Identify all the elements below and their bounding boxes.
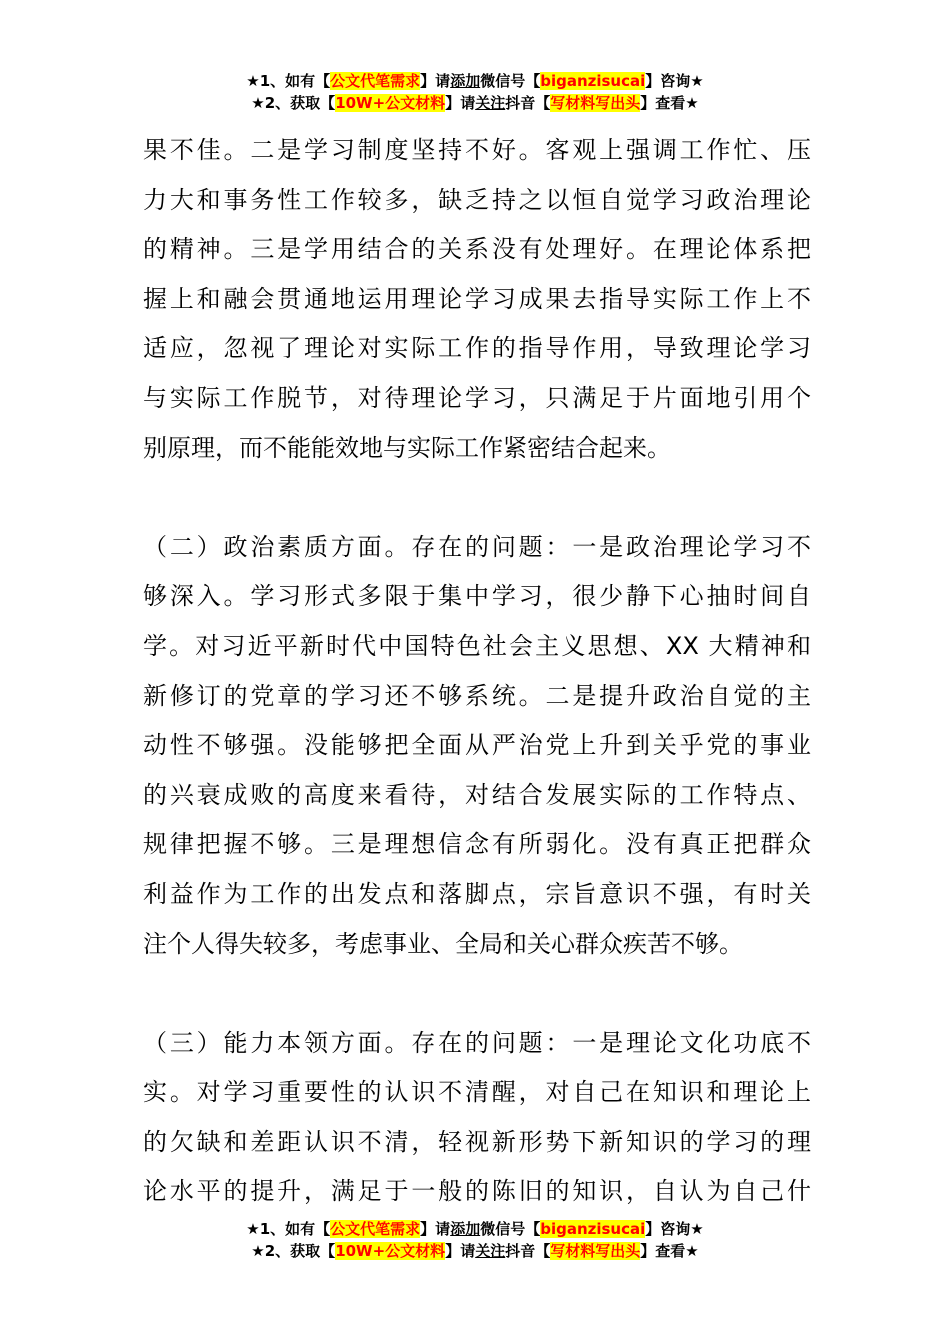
text-line: 的兴衰成败的高度来看待，对结合发展实际的工作特点、 <box>143 780 811 809</box>
banner-line-2 <box>0 1240 950 1262</box>
banner-text: ★2、获取【 <box>251 1242 336 1260</box>
highlight-text: 写材料写出头 <box>550 94 641 112</box>
text-line: 学。对习近平新时代中国特色社会主义思想、XX 大精神和 <box>143 631 811 660</box>
banner-line-2 <box>0 92 950 114</box>
paragraph-2 <box>143 523 811 969</box>
underlined-text: 添加 <box>450 72 481 90</box>
text-line: 果不佳。二是学习制度坚持不好。客观上强调工作忙、压 <box>143 136 811 164</box>
paragraph-3 <box>143 1019 811 1217</box>
document-body <box>143 126 811 1217</box>
banner-line-1 <box>0 1218 950 1240</box>
underlined-text: 添加 <box>450 1220 481 1238</box>
banner-text: 】咨询★ <box>645 72 704 90</box>
banner-text: 】请 <box>420 72 451 90</box>
paragraph-1 <box>143 126 811 473</box>
banner-text: 抖音【 <box>505 1242 551 1260</box>
text-line: 动性不够强。没能够把全面从严治党上升到关乎党的事业 <box>143 731 811 760</box>
highlight-text: 10W+公文材料 <box>335 1242 446 1260</box>
text-line: 力大和事务性工作较多，缺乏持之以恒自觉学习政治理论 <box>143 185 811 214</box>
banner-line-1 <box>0 70 950 92</box>
text-line: 的欠缺和差距认识不清，轻视新形势下新知识的学习的理 <box>143 1127 811 1156</box>
text-line: （三）能力本领方面。存在的问题：一是理论文化功底不 <box>143 1028 811 1057</box>
text-line: 实。对学习重要性的认识不清醒，对自己在知识和理论上 <box>143 1078 811 1107</box>
text-line: 握上和融会贯通地运用理论学习成果去指导实际工作上不 <box>143 284 811 313</box>
text-line: 够深入。学习形式多限于集中学习，很少静下心抽时间自 <box>143 582 811 611</box>
banner-text: 微信号【 <box>480 72 541 90</box>
banner-text: 】请 <box>445 1242 476 1260</box>
text-line: （二）政治素质方面。存在的问题：一是政治理论学习不 <box>143 532 811 561</box>
banner-text: 】咨询★ <box>645 1220 704 1238</box>
banner-text: 】查看★ <box>640 1242 699 1260</box>
underlined-text: 关注 <box>475 1242 506 1260</box>
text-line: 别原理，而不能能效地与实际工作紧密结合起来。 <box>143 433 671 462</box>
banner-text: 】请 <box>420 1220 451 1238</box>
banner-text: ★1、如有【 <box>246 72 331 90</box>
header-banner <box>0 70 950 114</box>
text-line: 规律把握不够。三是理想信念有所弱化。没有真正把群众 <box>143 830 811 859</box>
banner-text: ★2、获取【 <box>251 94 336 112</box>
footer-banner <box>0 1218 950 1262</box>
text-line: 适应，忽视了理论对实际工作的指导作用，导致理论学习 <box>143 334 811 363</box>
text-line: 新修订的党章的学习还不够系统。二是提升政治自觉的主 <box>143 681 811 710</box>
highlight-text: 10W+公文材料 <box>335 94 446 112</box>
highlight-text: 公文代笔需求 <box>330 72 421 90</box>
paragraph-spacer <box>143 473 811 523</box>
banner-text: 】请 <box>445 94 476 112</box>
underlined-text: 关注 <box>475 94 506 112</box>
highlight-text: 写材料写出头 <box>550 1242 641 1260</box>
highlight-text: biganzisucai <box>540 1220 646 1238</box>
text-line: 利益作为工作的出发点和落脚点，宗旨意识不强，有时关 <box>143 879 811 908</box>
paragraph-spacer <box>143 969 811 1019</box>
banner-text: 】查看★ <box>640 94 699 112</box>
banner-text: 微信号【 <box>480 1220 541 1238</box>
text-line: 与实际工作脱节，对待理论学习，只满足于片面地引用个 <box>143 383 811 412</box>
text-line: 的精神。三是学用结合的关系没有处理好。在理论体系把 <box>143 235 811 264</box>
highlight-text: biganzisucai <box>540 72 646 90</box>
banner-text: 抖音【 <box>505 94 551 112</box>
highlight-text: 公文代笔需求 <box>330 1220 421 1238</box>
text-line: 论水平的提升，满足于一般的陈旧的知识，自认为自己什 <box>143 1177 811 1206</box>
banner-text: ★1、如有【 <box>246 1220 331 1238</box>
text-line: 注个人得失较多，考虑事业、全局和关心群众疾苦不够。 <box>143 929 743 958</box>
